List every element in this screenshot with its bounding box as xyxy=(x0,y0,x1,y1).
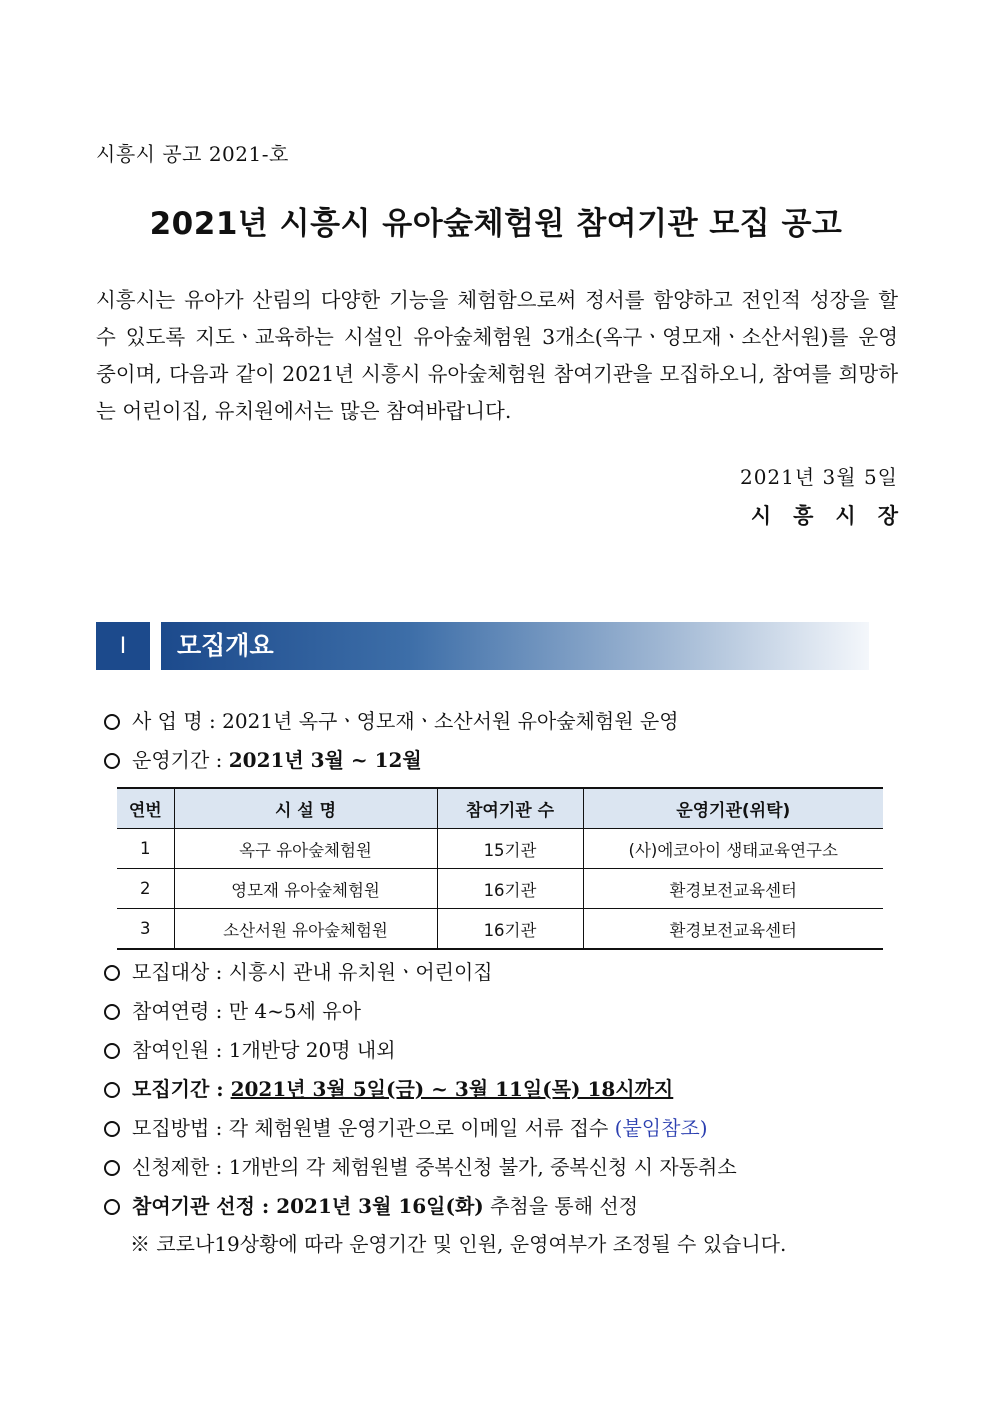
section-number: Ⅰ xyxy=(96,622,150,670)
item-separator: : xyxy=(209,1155,229,1179)
intro-paragraph: 시흥시는 유아가 산림의 다양한 기능을 체험함으로써 정서를 함양하고 전인적 성장을 할 수 있도록 지도ㆍ교육하는 시설인 유아숲체험원 3개소(옥구ㆍ영모재ㆍ소산서원)를 운영 중이며, 다음과 같이 2021년 시흥시 유아숲체험원 참여기관을 모집하오니, 참여를 희망하는 어린이집, 유치원에서는 많은 참여바랍니다. xyxy=(96,288,898,423)
column-header-operator: 운영기관(위탁) xyxy=(583,788,883,829)
table-row xyxy=(117,829,883,869)
list-item-age xyxy=(104,995,361,1024)
circle-bullet-icon xyxy=(104,1082,120,1098)
cell-no: 2 xyxy=(117,869,174,909)
column-header-count: 참여기관 수 xyxy=(437,788,583,829)
page-title: 2021년 시흥시 유아숲체험원 참여기관 모집 공고 xyxy=(149,206,843,242)
circle-bullet-icon xyxy=(104,1199,120,1215)
list-item-project-name xyxy=(104,705,679,734)
item-separator: : xyxy=(209,999,229,1023)
section-title: 모집개요 xyxy=(177,631,274,660)
circle-bullet-icon xyxy=(104,1121,120,1137)
item-label: 운영기간 xyxy=(132,748,210,772)
item-value-extra: 추첨을 통해 선정 xyxy=(483,1194,639,1218)
item-label: 신청제한 xyxy=(132,1155,210,1179)
item-separator: : xyxy=(209,960,229,984)
item-separator: : xyxy=(209,748,229,772)
cell-operator: 환경보전교육센터 xyxy=(583,909,883,950)
cell-count: 16기관 xyxy=(437,869,583,909)
circle-bullet-icon xyxy=(104,1043,120,1059)
table-header-row xyxy=(117,788,883,829)
item-label: 참여인원 xyxy=(132,1038,210,1062)
item-value: 1개반의 각 체험원별 중복신청 불가, 중복신청 시 자동취소 xyxy=(228,1155,737,1179)
item-separator: : xyxy=(254,1194,277,1218)
item-label: 사 업 명 xyxy=(132,709,203,733)
cell-no: 3 xyxy=(117,909,174,950)
circle-bullet-icon xyxy=(104,1004,120,1020)
cell-operator: 환경보전교육센터 xyxy=(583,869,883,909)
covid-note: ※ 코로나19상황에 따라 운영기간 및 인원, 운영여부가 조정될 수 있습니다. xyxy=(130,1232,787,1256)
list-item-restriction xyxy=(104,1151,737,1180)
attachment-reference: (붙임참조) xyxy=(614,1116,708,1140)
item-separator: : xyxy=(209,1038,229,1062)
item-label: 참여기관 선정 xyxy=(132,1194,255,1218)
circle-bullet-icon xyxy=(104,965,120,981)
table-row xyxy=(117,909,883,950)
issuer-signature: 시흥시장 xyxy=(750,503,920,528)
item-label: 모집방법 xyxy=(132,1116,210,1140)
facility-table xyxy=(117,787,883,950)
item-label: 참여연령 xyxy=(132,999,210,1023)
column-header-no: 연번 xyxy=(117,788,174,829)
item-value: 만 4~5세 유아 xyxy=(228,999,361,1023)
cell-facility: 영모재 유아숲체험원 xyxy=(174,869,437,909)
cell-operator: (사)에코아이 생태교육연구소 xyxy=(583,829,883,869)
cell-facility: 옥구 유아숲체험원 xyxy=(174,829,437,869)
cell-count: 16기관 xyxy=(437,909,583,950)
notice-date: 2021년 3월 5일 xyxy=(739,465,898,489)
list-item-operation-period xyxy=(104,744,422,773)
cell-facility: 소산서원 유아숲체험원 xyxy=(174,909,437,950)
list-item-selection xyxy=(104,1190,638,1219)
column-header-facility: 시 설 명 xyxy=(174,788,437,829)
item-separator: : xyxy=(209,1116,229,1140)
item-value: 각 체험원별 운영기관으로 이메일 서류 접수 xyxy=(228,1116,615,1140)
item-value: 2021년 옥구ㆍ영모재ㆍ소산서원 유아숲체험원 운영 xyxy=(222,709,679,733)
circle-bullet-icon xyxy=(104,753,120,769)
list-item-recruit-period xyxy=(104,1073,673,1102)
item-value: 2021년 3월 ~ 12월 xyxy=(228,748,422,772)
item-value: 시흥시 관내 유치원ㆍ어린이집 xyxy=(228,960,493,984)
item-label: 모집대상 xyxy=(132,960,210,984)
notice-number: 시흥시 공고 2021-호 xyxy=(96,142,289,166)
cell-count: 15기관 xyxy=(437,829,583,869)
list-item-target xyxy=(104,956,493,985)
item-label: 모집기간 xyxy=(132,1077,210,1101)
item-separator: : xyxy=(202,709,223,733)
item-separator: : xyxy=(209,1077,231,1101)
circle-bullet-icon xyxy=(104,714,120,730)
item-value: 1개반당 20명 내외 xyxy=(228,1038,396,1062)
circle-bullet-icon xyxy=(104,1160,120,1176)
list-item-headcount xyxy=(104,1034,396,1063)
item-value: 2021년 3월 5일(금) ~ 3월 11일(목) 18시까지 xyxy=(230,1077,674,1101)
table-row xyxy=(117,869,883,909)
item-value: 2021년 3월 16일(화) xyxy=(276,1194,484,1218)
list-item-method xyxy=(104,1112,708,1141)
cell-no: 1 xyxy=(117,829,174,869)
